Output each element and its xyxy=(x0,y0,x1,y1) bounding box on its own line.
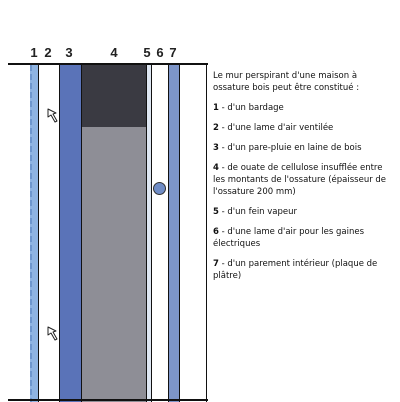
legend-item-text: - d'une lame d'air ventilée xyxy=(218,123,334,133)
legend-item-number: 1 xyxy=(213,103,219,113)
layer-number-6: 6 xyxy=(156,45,164,60)
layer-number-5: 5 xyxy=(143,45,151,60)
legend-item xyxy=(213,206,395,218)
legend-item xyxy=(213,122,395,134)
arrow-up-icon xyxy=(45,326,59,342)
legend-item-number: 4 xyxy=(213,163,219,173)
divider-line xyxy=(151,64,152,402)
arrow-up-icon xyxy=(45,108,59,124)
divider-line xyxy=(168,64,169,402)
pare-pluie-layer xyxy=(59,65,81,402)
divider-line xyxy=(59,64,60,402)
legend-item-text: - de ouate de cellulose insufflée entre les montants de l'ossature (épaisseur de l'ossature 200 mm) xyxy=(213,163,387,197)
legend-item-number: 5 xyxy=(213,207,219,217)
legend-divider xyxy=(206,64,207,402)
legend-item xyxy=(213,162,395,198)
legend-item-text: - d'une lame d'air pour les gaines électriques xyxy=(213,227,365,249)
legend-item xyxy=(213,258,395,282)
legend-item xyxy=(213,102,395,114)
top-rule xyxy=(8,63,208,65)
ossature-layer xyxy=(81,127,146,402)
layer-number-4: 4 xyxy=(110,45,118,60)
legend-item-number: 6 xyxy=(213,227,219,237)
circle-marker-icon xyxy=(153,182,166,195)
legend-item-text: - d'un bardage xyxy=(218,103,284,113)
ossature-top-layer xyxy=(81,65,146,127)
divider-line xyxy=(38,64,39,402)
parement-layer xyxy=(168,65,179,402)
air-gap-electric-layer xyxy=(151,65,168,402)
layer-number-1: 1 xyxy=(30,45,38,60)
bardage-edge xyxy=(29,65,33,402)
divider-line xyxy=(179,64,180,402)
legend-item-text: - d'un parement intérieur (plaque de plâtre) xyxy=(213,259,378,281)
bottom-rule xyxy=(8,399,208,401)
layer-number-7: 7 xyxy=(169,45,177,60)
legend xyxy=(213,70,395,290)
legend-item-text: - d'un fein vapeur xyxy=(218,207,298,217)
legend-item-number: 3 xyxy=(213,143,219,153)
legend-item xyxy=(213,142,395,154)
legend-item xyxy=(213,226,395,250)
legend-item-number: 2 xyxy=(213,123,219,133)
legend-item-text: - d'un pare-pluie en laine de bois xyxy=(218,143,362,153)
divider-line xyxy=(81,64,82,402)
divider-line xyxy=(146,64,147,402)
legend-item-number: 7 xyxy=(213,259,219,269)
legend-intro: Le mur perspirant d'une maison à ossature bois peut être constitué : xyxy=(213,71,360,93)
layer-number-3: 3 xyxy=(65,45,73,60)
layer-number-2: 2 xyxy=(44,45,52,60)
